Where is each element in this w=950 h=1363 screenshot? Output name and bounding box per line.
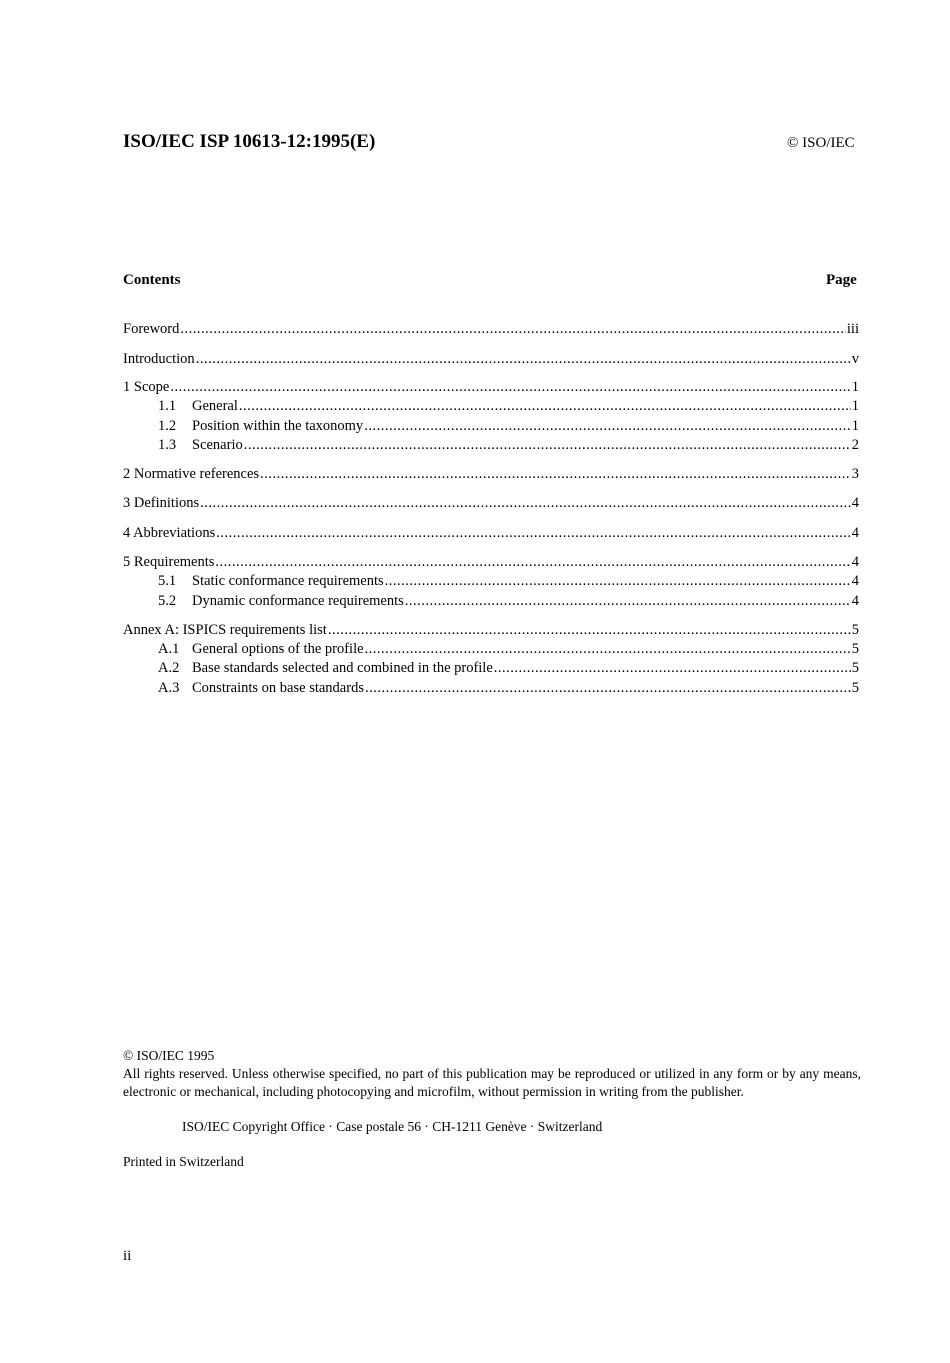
- toc-leader-dots: [364, 417, 851, 435]
- toc-entry-number: 5.1: [158, 573, 177, 589]
- toc-entry-page: v: [851, 351, 859, 367]
- toc-entry-page: iii: [846, 321, 859, 337]
- toc-entry-label: Foreword: [123, 321, 180, 337]
- toc-entry-label: General: [192, 398, 238, 414]
- toc-entry-label: Position within the taxonomy: [192, 418, 364, 434]
- toc-leader-dots: [365, 679, 851, 697]
- toc-entry-label: Static conformance requirements: [192, 573, 384, 589]
- toc-entry-page: 4: [851, 495, 859, 511]
- toc-entry-page: 4: [851, 593, 859, 609]
- toc-entry-label: 1 Scope: [123, 379, 170, 395]
- toc-entry-page: 2: [851, 437, 859, 453]
- toc-leader-dots: [494, 659, 851, 677]
- toc-entry-dynamic-conformance[interactable]: [158, 592, 859, 611]
- toc-entry-page: 4: [851, 525, 859, 541]
- toc-entry-page: 4: [851, 554, 859, 570]
- rights-statement: All rights reserved. Unless otherwise specified, no part of this publication may be reproduced or utilized in any form or by any means, electronic or mechanical, including photocopying and microfilm, without permission in writing from the publisher.: [123, 1066, 861, 1099]
- toc-entry-constraints[interactable]: [158, 679, 859, 698]
- toc-entry-introduction[interactable]: [123, 350, 859, 369]
- toc-entry-label: Constraints on base standards: [192, 680, 364, 696]
- toc-leader-dots: [239, 397, 851, 415]
- toc-entry-label: Scenario: [192, 437, 243, 453]
- document-id: ISO/IEC ISP 10613-12:1995(E): [123, 131, 376, 152]
- toc-leader-dots: [200, 494, 851, 512]
- toc-entry-label: Introduction: [123, 351, 195, 367]
- toc-entry-base-standards[interactable]: [158, 659, 859, 678]
- toc-entry-label: General options of the profile: [192, 641, 364, 657]
- copyright-notice: [123, 1047, 861, 1101]
- toc-entry-label: 4 Abbreviations: [123, 525, 216, 541]
- toc-entry-page: 1: [851, 398, 859, 414]
- toc-entry-scenario[interactable]: [158, 436, 859, 455]
- toc-entry-position-within-taxonomy[interactable]: [158, 417, 859, 436]
- toc-entry-general[interactable]: [158, 397, 859, 416]
- toc-entry-static-conformance[interactable]: [158, 572, 859, 591]
- printed-in: Printed in Switzerland: [123, 1154, 244, 1169]
- toc-entry-number: A.3: [158, 680, 180, 696]
- toc-leader-dots: [385, 572, 851, 590]
- toc-entry-definitions[interactable]: [123, 494, 859, 513]
- toc-entry-label: Base standards selected and combined in the profile: [192, 660, 493, 676]
- toc-leader-dots: [328, 621, 851, 639]
- copyright-mark: © ISO/IEC: [787, 135, 855, 151]
- toc-entry-page: 1: [851, 418, 859, 434]
- copyright-office-address: ISO/IEC Copyright Office · Case postale 56 · CH-1211 Genève · Switzerland: [182, 1119, 603, 1134]
- toc-entry-number: 1.1: [158, 398, 177, 414]
- toc-entry-page: 3: [851, 466, 859, 482]
- toc-entry-page: 5: [851, 660, 859, 676]
- toc-entry-abbreviations[interactable]: [123, 524, 859, 543]
- contents-title: Contents: [123, 272, 181, 288]
- toc-entry-page: 5: [851, 641, 859, 657]
- toc-leader-dots: [216, 524, 851, 542]
- toc-entry-requirements[interactable]: [123, 553, 859, 572]
- toc-entry-page: 5: [851, 622, 859, 638]
- toc-leader-dots: [170, 378, 850, 396]
- toc-entry-number: 1.2: [158, 418, 177, 434]
- page-column-heading: Page: [826, 272, 857, 288]
- toc-entry-label: 5 Requirements: [123, 554, 215, 570]
- toc-entry-page: 4: [851, 573, 859, 589]
- toc-entry-page: 1: [851, 379, 859, 395]
- toc-entry-label: Annex A: ISPICS requirements list: [123, 622, 327, 638]
- toc-entry-foreword[interactable]: [123, 320, 859, 339]
- copyright-year: © ISO/IEC 1995: [123, 1048, 215, 1063]
- toc-entry-page: 5: [851, 680, 859, 696]
- toc-entry-number: 1.3: [158, 437, 177, 453]
- toc-entry-annex-a[interactable]: [123, 621, 859, 640]
- toc-leader-dots: [180, 320, 846, 338]
- toc-leader-dots: [196, 350, 851, 368]
- toc-entry-scope[interactable]: [123, 378, 859, 397]
- page-number: ii: [123, 1248, 132, 1264]
- toc-leader-dots: [244, 436, 851, 454]
- toc-entry-number: 5.2: [158, 593, 177, 609]
- toc-leader-dots: [215, 553, 850, 571]
- toc-entry-number: A.2: [158, 660, 180, 676]
- toc-leader-dots: [405, 592, 851, 610]
- toc-entry-label: Dynamic conformance requirements: [192, 593, 404, 609]
- toc-entry-normative-references[interactable]: [123, 465, 859, 484]
- toc-leader-dots: [260, 465, 851, 483]
- toc-entry-general-options[interactable]: [158, 640, 859, 659]
- toc-entry-label: 2 Normative references: [123, 466, 260, 482]
- toc-leader-dots: [365, 640, 851, 658]
- toc-entry-number: A.1: [158, 641, 180, 657]
- toc-entry-label: 3 Definitions: [123, 495, 200, 511]
